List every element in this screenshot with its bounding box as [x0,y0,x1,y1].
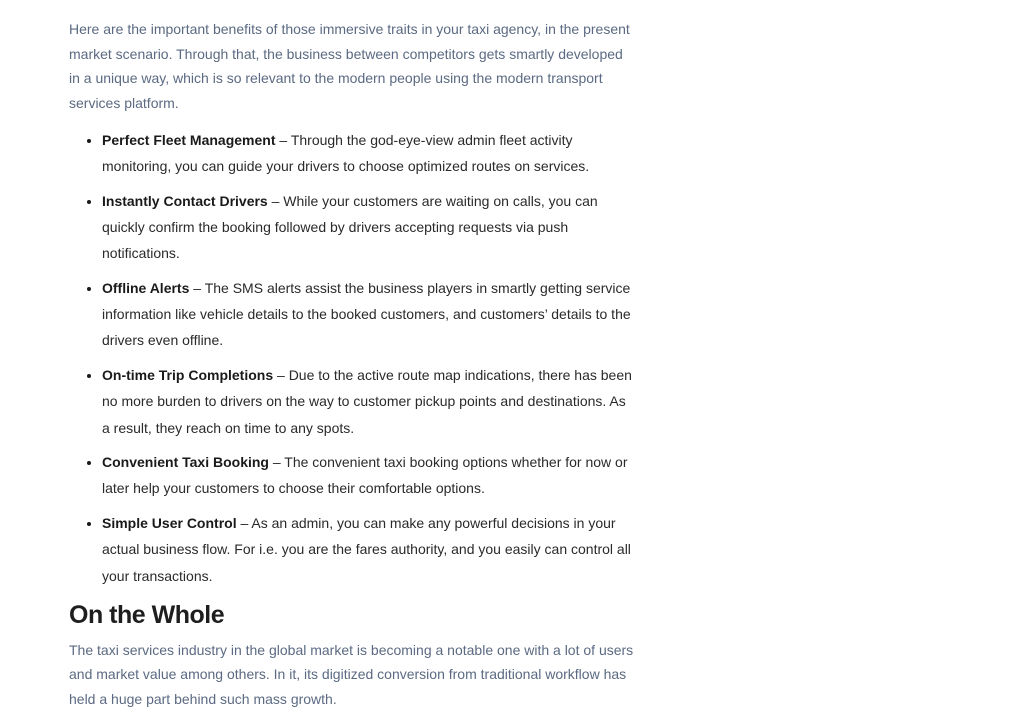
benefit-description: – Through the god-eye-view admin fleet activity monitoring, you can guide your drivers to choose optimized routes on services. [102,132,590,175]
section-paragraph: The taxi services industry in the global market is becoming a notable one with a lot of users and market value among others. In it, its digitized conversion from traditional workflow has held a huge part behind such mass growth. [69,641,634,707]
list-item [102,510,637,589]
benefit-description: – The convenient taxi booking options whether for now or later help your customers to choose their comfortable options. [102,454,628,497]
benefit-description: – While your customers are waiting on calls, you can quickly confirm the booking followed by drivers accepting requests via push notifications. [102,192,598,262]
benefit-description: – As an admin, you can make any powerful decisions in your actual business flow. For i.e. you are the fares authority, and you easily can control all your transactions. [102,515,631,584]
benefit-description: – Due to the active route map indications, there has been no more burden to drivers on the way to customer pickup points and destinations. As a result, they reach on time to any spots. [102,367,632,436]
benefit-term: Simple User Control [102,515,237,532]
list-item [102,449,637,501]
benefit-term: Offline Alerts [102,280,190,297]
intro-paragraph: Here are the important benefits of those immersive traits in your taxi agency, in the present market scenario. Through that, the business between competitors gets smartly developed in a unique way, which is so relevant to the modern people using the modern transport services platform. [69,21,630,111]
benefit-term: Perfect Fleet Management [102,132,276,148]
benefits-list [69,127,637,589]
list-item [102,188,637,267]
benefit-term: Convenient Taxi Booking [102,454,269,471]
benefit-term: On-time Trip Completions [102,367,274,384]
list-item [102,362,637,441]
article-content [69,17,637,711]
benefit-term: Instantly Contact Drivers [102,192,268,209]
list-item [102,127,637,179]
benefit-description: – The SMS alerts assist the business players in smartly getting service information like vehicle details to the booked customers, and customers’ details to the drivers even offline. [102,280,631,349]
section-heading: On the Whole [69,600,225,629]
list-item [102,275,637,354]
